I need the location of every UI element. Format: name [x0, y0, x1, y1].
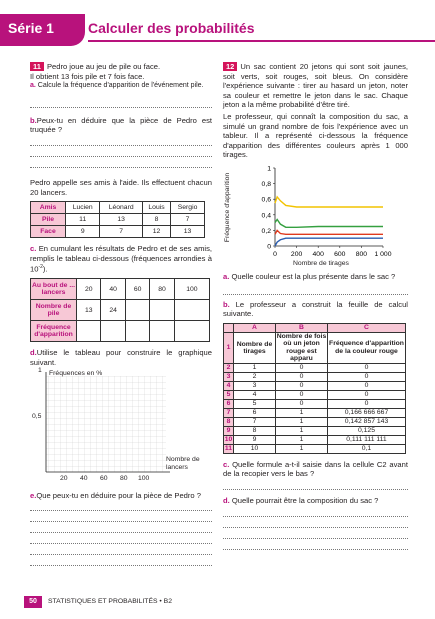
sheet-cell: 1 — [276, 444, 328, 453]
sheet-cell: 0 — [276, 399, 328, 408]
sheet-row-header: 1 — [224, 332, 234, 363]
table-cell: 13 — [171, 226, 205, 238]
answer-line[interactable] — [30, 97, 212, 108]
sheet-col-header: C — [328, 323, 406, 332]
table-cell-input[interactable] — [101, 321, 125, 342]
chart-y-tick-label: 1 — [267, 165, 271, 173]
ex11-question-a: a. Calcule la fréquence d'apparition de l'événement pile. — [30, 82, 204, 90]
table-cell-input[interactable] — [125, 300, 149, 321]
table-cell: 9 — [66, 226, 100, 238]
sheet-cell: 0 — [276, 390, 328, 399]
sheet-cell: 1 — [276, 435, 328, 444]
chart-x-tick-label: 400 — [312, 250, 324, 258]
sheet-cell: 0 — [276, 381, 328, 390]
answer-line[interactable] — [30, 533, 212, 544]
ex12-question-c: c. Quelle formule a-t-il saisie dans la cellule C2 avant de la recopier vers le bas ? — [223, 459, 408, 479]
sheet-cell: 3 — [234, 381, 276, 390]
ex11-question-e: e.Que peux-tu en déduire pour la pièce de Pedro ? — [30, 490, 201, 500]
answer-line[interactable] — [223, 479, 408, 490]
chart-series-line-1 — [275, 219, 383, 227]
sheet-cell: 1 — [234, 363, 276, 372]
chart-y-label: Fréquence d'apparition — [224, 172, 232, 243]
sheet-row-header: 3 — [224, 372, 234, 381]
sheet-cell: 7 — [234, 417, 276, 426]
table-cell: 8 — [142, 214, 170, 226]
answer-line[interactable] — [223, 539, 408, 550]
table-header: Pile — [31, 214, 66, 226]
graph-x-tick: 100 — [138, 474, 150, 482]
table-cell: 60 — [125, 279, 149, 300]
table-cell-input[interactable] — [174, 321, 209, 342]
chart-x-tick-label: 1 000 — [374, 250, 392, 258]
table-cell: Louis — [142, 202, 170, 214]
table-cell: 20 — [77, 279, 101, 300]
table-cell: 40 — [101, 279, 125, 300]
table-header: Fréquence d'apparition — [31, 321, 77, 342]
table-cell-input[interactable] — [125, 321, 149, 342]
chart-x-tick-label: 800 — [355, 250, 368, 258]
table-cell: 13 — [77, 300, 101, 321]
graph-grid — [46, 376, 166, 472]
sheet-cell: 0,142 857 143 — [328, 417, 406, 426]
sheet-cell: 0,111 111 111 — [328, 435, 406, 444]
header-rule — [88, 40, 435, 42]
chart-x-label: Nombre de tirages — [293, 259, 349, 267]
table-row — [31, 321, 210, 342]
sheet-corner — [224, 323, 234, 332]
sheet-row-header: 11 — [224, 445, 233, 453]
ex11-question-b: b.Peux-tu en déduire que la pièce de Pedro est truquée ? — [30, 115, 212, 135]
table-row — [224, 323, 406, 332]
table-cell: 7 — [100, 226, 142, 238]
chart-x-tick-label: 600 — [334, 250, 346, 258]
sheet-cell: Nombre de fois où un jeton rouge est apparu — [276, 332, 327, 363]
blank-graph[interactable] — [30, 366, 208, 485]
frequency-chart — [223, 162, 408, 272]
ex12-question-b: b. Le professeur a construit la feuille de calcul suivante. — [223, 299, 408, 319]
answer-line[interactable] — [30, 500, 212, 511]
sheet-cell: 1 — [276, 417, 328, 426]
chart-series-line-2 — [275, 230, 383, 234]
answer-line[interactable] — [223, 517, 408, 528]
answer-line[interactable] — [30, 522, 212, 533]
table-row — [31, 279, 210, 300]
ex12-question-d: d. Quelle pourrait être la composition du sac ? — [223, 495, 379, 505]
table-row — [224, 381, 406, 390]
sheet-col-header: B — [276, 323, 328, 332]
table-row — [31, 300, 210, 321]
table-cell: Lucien — [66, 202, 100, 214]
table-header: Nombre de pile — [31, 300, 77, 321]
graph-x-tick: 20 — [60, 474, 68, 482]
table-header: Face — [31, 226, 66, 238]
answer-line[interactable] — [30, 511, 212, 522]
sheet-cell: 0 — [328, 399, 406, 408]
sheet-row-header: 8 — [224, 417, 234, 426]
answer-line[interactable] — [30, 157, 212, 168]
table-cell: 80 — [150, 279, 174, 300]
chart-y-tick-label: 0 — [267, 243, 271, 251]
table-cell: 13 — [100, 214, 142, 226]
page-header — [0, 0, 435, 40]
graph-y-mid: 0,5 — [32, 412, 42, 420]
answer-line[interactable] — [223, 284, 408, 295]
sheet-cell: 0,166 666 667 — [328, 408, 406, 417]
chart-x-tick-label: 0 — [273, 250, 277, 258]
sheet-cell: 1 — [276, 426, 328, 435]
serie-tab: Série 1 — [0, 14, 85, 46]
ex11-question-d: d.Utilise le tableau pour construire le graphique suivant. — [30, 348, 212, 368]
table-cell: Léonard — [100, 202, 142, 214]
answer-line[interactable] — [223, 528, 408, 539]
sheet-cell: 10 — [234, 444, 276, 453]
table-header: Amis — [31, 202, 66, 214]
sheet-cell: 0 — [328, 390, 406, 399]
chart-x-tick-label: 200 — [290, 250, 303, 258]
page-footer — [0, 596, 435, 619]
table-row — [224, 399, 406, 408]
table-header: Au bout de ... lancers — [31, 279, 77, 300]
sheet-cell: 1 — [276, 408, 328, 417]
sheet-col-header: A — [234, 323, 276, 332]
sheet-cell: 0,1 — [328, 444, 406, 453]
graph-x-tick: 60 — [100, 474, 108, 482]
answer-line[interactable] — [30, 135, 212, 146]
exercise-11 — [30, 62, 212, 566]
table-cell: 7 — [171, 214, 205, 226]
table-row — [224, 372, 406, 381]
table-row — [224, 363, 406, 372]
sheet-cell: 6 — [234, 408, 276, 417]
exercise-12 — [223, 62, 408, 550]
chart-series-line-3 — [275, 238, 383, 246]
spreadsheet-table — [223, 323, 406, 454]
sheet-cell: Nombre de tirages — [234, 332, 276, 363]
table-cell-input[interactable] — [150, 300, 174, 321]
cumul-table — [30, 278, 210, 342]
sheet-cell: 0 — [276, 372, 328, 381]
chart-y-tick-label: 0,8 — [261, 181, 271, 189]
table-row — [31, 202, 205, 214]
answer-line[interactable] — [30, 555, 212, 566]
sheet-body — [224, 363, 406, 453]
ex11-question-c: c. En cumulant les résultats de Pedro et de ses amis, remplis le tableau ci-dessous (fréquences arrondies à $10^{-2}$). — [30, 244, 212, 274]
table-cell: Sergio — [171, 202, 205, 214]
table-row — [224, 408, 406, 417]
sheet-row-header: 6 — [224, 399, 234, 408]
chart-y-tick-label: 0,2 — [261, 227, 271, 235]
sheet-cell: 0 — [328, 363, 406, 372]
friends-table — [30, 201, 205, 238]
table-row — [224, 332, 406, 363]
frequency-chart-svg — [223, 162, 408, 272]
ex11-number: 11 — [30, 62, 44, 71]
answer-line[interactable] — [30, 544, 212, 555]
ex11-intro: 11 Pedro joue au jeu de pile ou face. — [30, 62, 212, 72]
sheet-row-header: 7 — [224, 408, 234, 417]
table-cell: 11 — [66, 214, 100, 226]
sheet-cell: 5 — [234, 399, 276, 408]
sheet-row-header: 2 — [224, 363, 234, 372]
chart-y-tick-label: 0,4 — [261, 212, 271, 220]
table-row — [224, 426, 406, 435]
sheet-cell: 0 — [328, 381, 406, 390]
ex11-intro2: Il obtient 13 fois pile et 7 fois face. — [30, 71, 145, 81]
chart-y-tick-label: 0,6 — [261, 196, 271, 204]
table-row — [31, 214, 205, 226]
table-row — [224, 417, 406, 426]
graph-y-top: 1 — [38, 366, 42, 374]
sheet-row-header: 10 — [224, 436, 233, 444]
footer-text: STATISTIQUES ET PROBABILITÉS • B2 — [48, 598, 172, 605]
sheet-cell: 4 — [234, 390, 276, 399]
table-row — [224, 444, 406, 453]
sheet-row-header: 9 — [224, 426, 234, 435]
ex11-friends-text: Pedro appelle ses amis à l'aide. Ils effectuent chacun 20 lancers. — [30, 177, 212, 197]
graph-x-tick: 40 — [80, 474, 88, 482]
answer-line[interactable] — [30, 146, 212, 157]
ex12-intro2: Le professeur, qui connaît la composition du sac, a simulé un grand nombre de fois l'expérience avec un tableur. Il a représenté ci-dessous la fréquence d'apparition des différentes couleurs après 1 000 tirages. — [223, 111, 408, 160]
table-cell-input[interactable] — [150, 321, 174, 342]
graph-x-tick: 80 — [120, 474, 128, 482]
sheet-cell: 9 — [234, 435, 276, 444]
sheet-row-header: 4 — [224, 381, 234, 390]
ex12-intro: 12 Un sac contient 20 jetons qui sont soit jaunes, soit verts, soit rouges, soit bleus. On considère l'expérience suivante : tirer au hasard un jeton, noter sa couleur et remettre le jeton dans le sac. Chaque jeton a la même probabilité d'être tiré. — [223, 62, 408, 110]
sheet-cell: 0 — [276, 363, 328, 372]
sheet-cell: 0,125 — [328, 426, 406, 435]
ex12-number: 12 — [223, 62, 237, 71]
table-cell: 100 — [174, 279, 209, 300]
table-cell-input[interactable] — [174, 300, 209, 321]
chart-series-line-0 — [275, 197, 383, 207]
page-title: Calculer des probabilités — [88, 20, 255, 36]
sheet-cell: 2 — [234, 372, 276, 381]
ex12-question-a: a. Quelle couleur est la plus présente dans le sac ? — [223, 271, 396, 281]
table-row — [31, 226, 205, 238]
graph-x-label: Nombre de lancers — [166, 455, 200, 471]
graph-y-label: Fréquences en % — [49, 369, 103, 377]
page-number: 50 — [24, 596, 42, 608]
sheet-cell: 0 — [328, 372, 406, 381]
answer-line[interactable] — [223, 506, 408, 517]
sheet-cell: Fréquence d'apparition de la couleur rouge — [328, 332, 406, 363]
sheet-cell: 8 — [234, 426, 276, 435]
sheet-row-header: 5 — [224, 390, 234, 399]
table-row — [224, 435, 406, 444]
table-row — [224, 390, 406, 399]
table-cell: 24 — [101, 300, 125, 321]
table-cell-input[interactable] — [77, 321, 101, 342]
table-cell: 12 — [142, 226, 170, 238]
